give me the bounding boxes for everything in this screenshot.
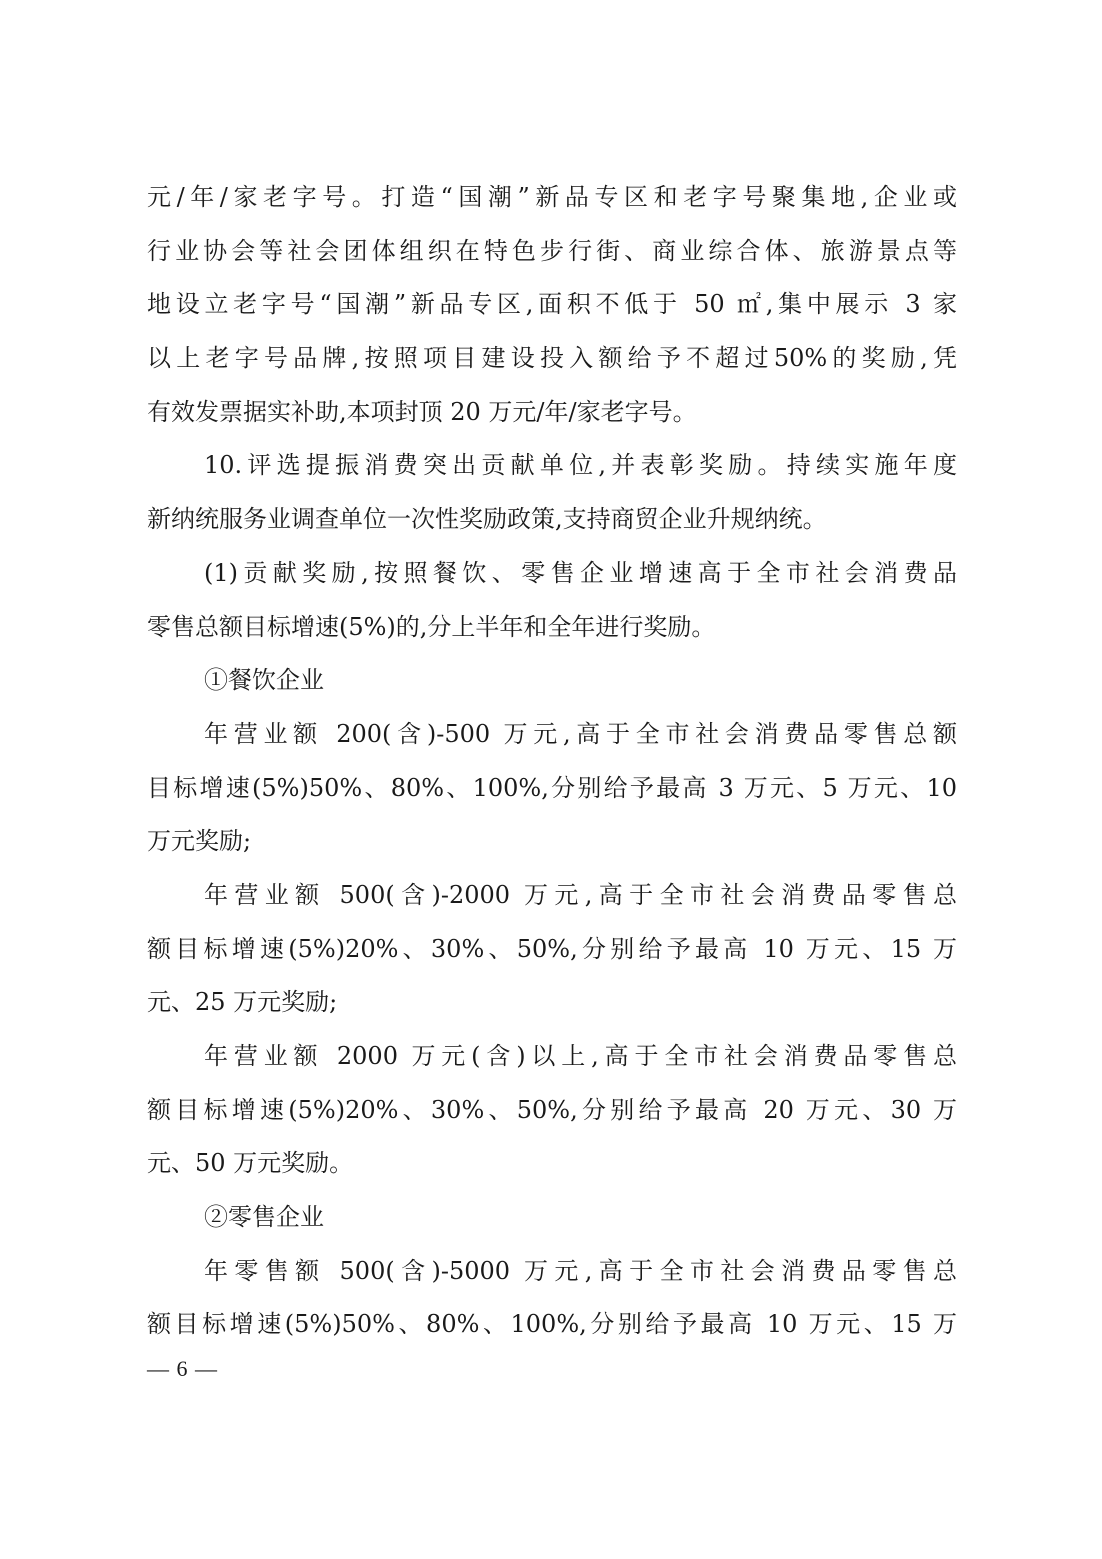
page-number: — 6 — [147,1356,218,1381]
text-line: 元/年/家老字号。打造“国潮”新品专区和老字号聚集地,企业或 [147,183,957,211]
text-line: 年营业额 2000 万元(含)以上,高于全市社会消费品零售总 [204,1042,957,1070]
text-line: 以上老字号品牌,按照项目建设投入额给予不超过50%的奖励,凭 [147,344,957,373]
text-line: ②零售企业 [204,1203,324,1232]
document-body [147,171,957,1352]
text-line: 年营业额 500(含)-2000 万元,高于全市社会消费品零售总 [204,880,957,909]
text-line: 额目标增速(5%)20%、30%、50%,分别给予最高 10 万元、15 万 [147,934,957,963]
text-line: 额目标增速(5%)20%、30%、50%,分别给予最高 20 万元、30 万 [147,1095,957,1124]
text-line: ①餐饮企业 [204,666,324,695]
text-line: 地设立老字号“国潮”新品专区,面积不低于 50 ㎡,集中展示 3 家 [147,290,957,319]
text-line: 万元奖励; [147,827,252,856]
text-line: 有效发票据实补助,本项封顶 20 万元/年/家老字号。 [147,397,697,426]
text-line: (1)贡献奖励,按照餐饮、零售企业增速高于全市社会消费品 [204,558,957,587]
text-line: 额目标增速(5%)50%、80%、100%,分别给予最高 10 万元、15 万 [147,1310,957,1339]
text-line: 年零售额 500(含)-5000 万元,高于全市社会消费品零售总 [204,1256,957,1285]
text-line: 10.评选提振消费突出贡献单位,并表彰奖励。持续实施年度 [204,451,957,480]
text-line: 新纳统服务业调查单位一次性奖励政策,支持商贸企业升规纳统。 [147,505,827,534]
text-line: 元、50 万元奖励。 [147,1149,354,1178]
text-line: 行业协会等社会团体组织在特色步行街、商业综合体、旅游景点等 [147,236,957,265]
text-line: 目标增速(5%)50%、80%、100%,分别给予最高 3 万元、5 万元、10 [147,773,957,802]
text-line: 元、25 万元奖励; [147,988,338,1017]
text-line: 零售总额目标增速(5%)的,分上半年和全年进行奖励。 [147,612,716,641]
text-line: 年营业额 200(含)-500 万元,高于全市社会消费品零售总额 [204,719,957,748]
